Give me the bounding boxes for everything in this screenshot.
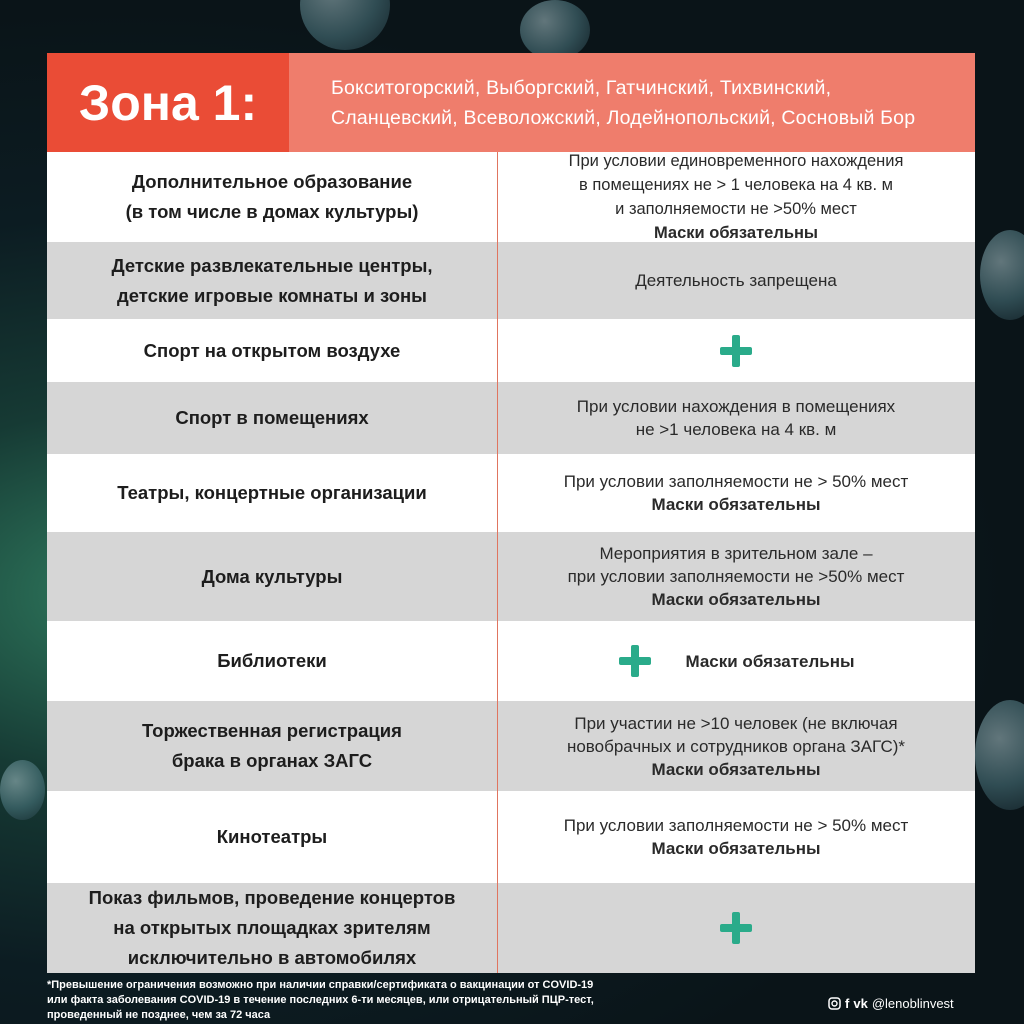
condition-line: не >1 человека на 4 кв. м [635,420,837,439]
table-row [47,242,975,319]
zone-card [47,53,975,973]
plus-icon [617,643,653,679]
activity-line: Спорт в помещениях [175,407,369,428]
condition-cell [497,242,975,319]
activity-cell [47,242,497,319]
masks-required: Маски обязательны [653,224,819,242]
zone-title: Зона 1: [47,53,289,152]
condition-cell [497,701,975,791]
activity-cell [47,791,497,883]
condition-cell [497,319,975,382]
condition-line: при условии заполняемости не >50% мест [567,567,905,586]
masks-required: Маски обязательны [651,590,821,609]
activity-line: Торжественная регистрация [142,720,402,741]
condition-line: Деятельность запрещена [635,271,837,290]
activity-cell [47,701,497,791]
masks-required: Маски обязательны [651,495,821,514]
table-row [47,382,975,454]
masks-required: Маски обязательны [685,651,855,671]
activity-cell [47,621,497,701]
table-row [47,532,975,621]
facebook-icon[interactable]: f [845,996,850,1011]
social-handle[interactable]: @lenoblinvest [871,996,954,1011]
activity-cell [47,382,497,454]
condition-cell [497,621,975,701]
table-row [47,883,975,973]
condition-line: При условии заполняемости не > 50% мест [563,472,909,491]
activity-line: исключительно в автомобилях [127,947,417,968]
activity-line: Дополнительное образование [131,171,413,192]
background-virus-decoration [520,0,590,60]
condition-line: новобрачных и сотрудников органа ЗАГС)* [566,736,906,756]
condition-line: При условии заполняемости не > 50% мест [563,816,909,835]
table-row [47,152,975,242]
districts-list [289,53,975,152]
table-row [47,454,975,532]
condition-cell [497,454,975,532]
background-virus-decoration [300,0,390,50]
activity-line: Спорт на открытом воздухе [143,339,401,361]
vk-icon[interactable]: vk [853,996,868,1011]
activity-cell [47,152,497,242]
background-virus-decoration [0,760,45,820]
condition-line: При участии не >10 человек (не включая [574,713,898,733]
table-row [47,621,975,701]
condition-line: Мероприятия в зрительном зале – [599,544,873,563]
footnote-line: *Превышение ограничения возможно при наличии справки/сертификата о вакцинации от COVID-19 [47,979,594,991]
masks-required: Маски обязательны [651,759,821,779]
activity-cell [47,454,497,532]
activity-line: Показ фильмов, проведение концертов [88,887,456,908]
instagram-icon[interactable] [828,997,841,1010]
social-links [828,996,954,1011]
activity-cell [47,319,497,382]
column-divider [497,152,498,973]
condition-cell [497,382,975,454]
table-row [47,791,975,883]
condition-cell [497,883,975,973]
plus-icon [718,333,754,369]
activity-line: Дома культуры [201,565,343,587]
activity-line: Библиотеки [217,650,327,671]
footnote-line: или факта заболевания COVID-19 в течение последних 6-ти месяцев, или отрицательный ПЦР-тест, [47,994,594,1006]
zone-header [47,53,975,152]
condition-line: и заполняемости не >50% мест [615,200,857,218]
condition-line: в помещениях не > 1 человека на 4 кв. м [579,176,893,194]
table-row [47,701,975,791]
activity-line: детские игровые комнаты и зоны [117,284,427,306]
condition-cell [497,532,975,621]
condition-cell [497,791,975,883]
background-virus-decoration [975,700,1024,810]
activity-cell [47,883,497,973]
activity-line: на открытых площадках зрителям [113,917,431,938]
condition-cell [497,152,975,242]
background-virus-decoration [980,230,1024,320]
activity-line: Детские развлекательные центры, [111,254,433,276]
masks-required: Маски обязательны [651,839,821,858]
footnote [47,978,747,1023]
districts-line: Сланцевский, Всеволожский, Лодейнопольский, Сосновый Бор [331,106,916,129]
footnote-line: проведенный не позднее, чем за 72 часа [47,1009,271,1021]
plus-icon [718,910,754,946]
condition-line: При условии нахождения в помещениях [576,397,896,416]
activity-line: брака в органах ЗАГС [171,750,373,771]
activity-cell [47,532,497,621]
table-row [47,319,975,382]
condition-line: При условии единовременного нахождения [568,152,904,170]
activity-line: (в том числе в домах культуры) [125,201,419,222]
activity-line: Кинотеатры [216,826,328,847]
districts-line: Бокситогорский, Выборгский, Гатчинский, Тихвинский, [331,76,832,99]
activity-line: Театры, концертные организации [117,482,427,503]
restrictions-table [47,152,975,973]
